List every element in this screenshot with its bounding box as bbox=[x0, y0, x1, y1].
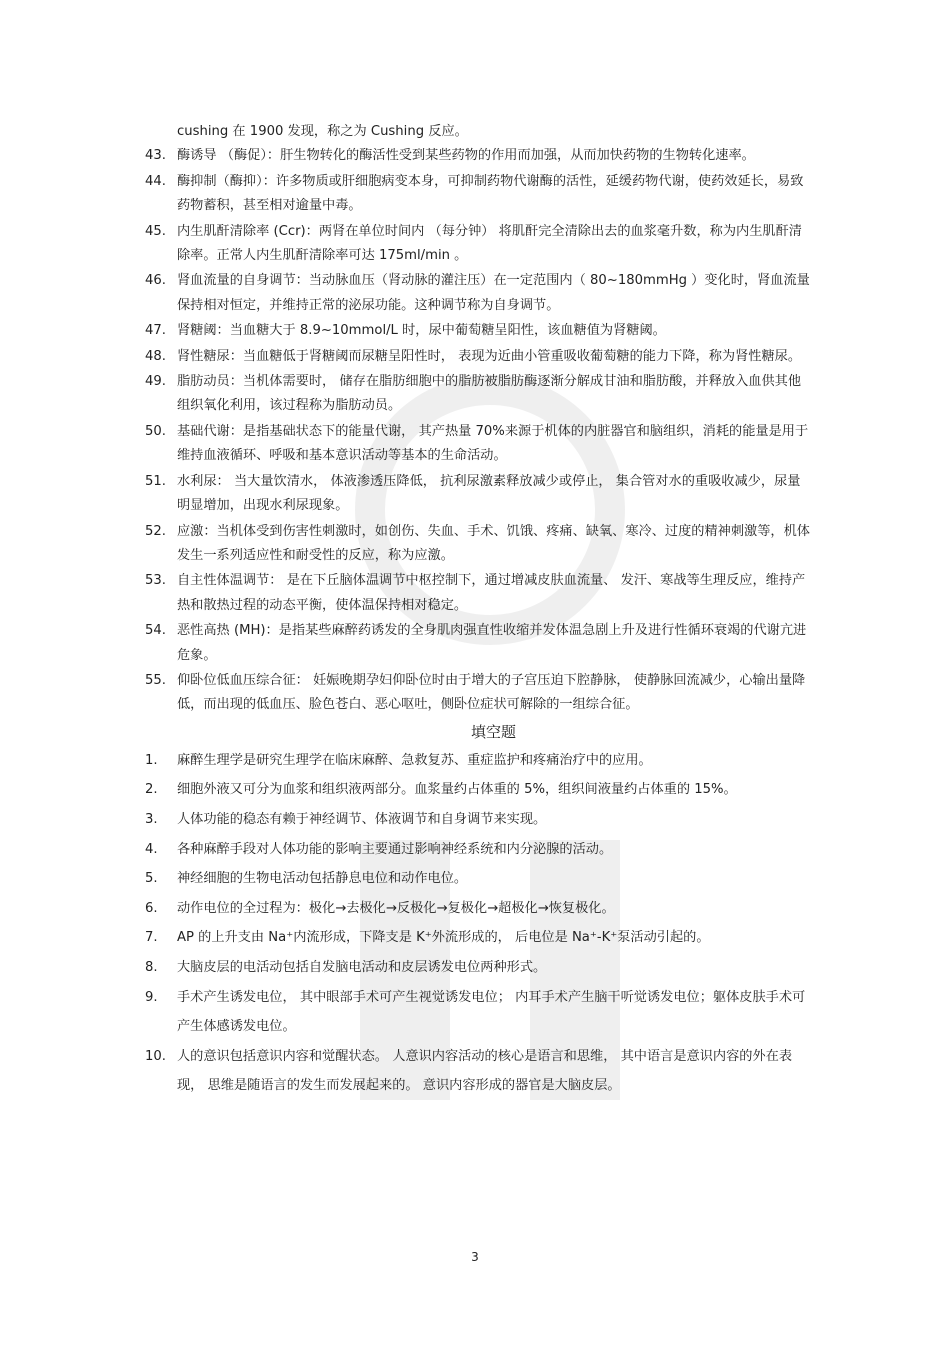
item-text: 仰卧位低血压综合征： 妊娠晚期孕妇仰卧位时由于增大的子宫压迫下腔静脉， 使静脉回流减少，心输出量降低，而出现的低血压、脸色苍白、恶心呕吐，侧卧位症状可解除的一组综合征。 bbox=[177, 672, 806, 713]
item-text: 脂肪动员：当机体需要时， 储存在脂肪细胞中的脂肪被脂肪酶逐渐分解成甘油和脂肪酸，并释放入血供其他组织氧化利用，该过程称为脂肪动员。 bbox=[177, 374, 802, 414]
item-text: 神经细胞的生物电活动包括静息电位和动作电位。 bbox=[177, 871, 468, 887]
item-number: 55. bbox=[145, 672, 166, 688]
fill-blank-item bbox=[145, 864, 810, 894]
item-text: 肾血流量的自身调节：当动脉血压（肾动脉的灌注压）在一定范围内（ 80~180mmHg ）变化时，肾血流量保持相对恒定，并维持正常的泌尿功能。这种调节称为自身调节。 bbox=[177, 273, 810, 313]
page-number: 3 bbox=[471, 1250, 479, 1264]
item-number: 10. bbox=[145, 1048, 166, 1064]
item-text: 酶诱导 （酶促）：肝生物转化的酶活性受到某些药物的作用而加强，从而加快药物的生物转化速率。 bbox=[177, 148, 755, 164]
fill-blank-item bbox=[145, 805, 810, 835]
item-number: 54. bbox=[145, 623, 166, 639]
item-text: 手术产生诱发电位， 其中眼部手术可产生视觉诱发电位； 内耳手术产生脑干听觉诱发电位；躯体皮肤手术可产生体感诱发电位。 bbox=[177, 989, 806, 1035]
fill-blank-list bbox=[145, 746, 810, 1101]
fill-blank-item bbox=[145, 923, 810, 953]
item-text: 大脑皮层的电活动包括自发脑电活动和皮层诱发电位两种形式。 bbox=[177, 959, 547, 975]
definition-item bbox=[145, 144, 810, 168]
item-text: 内生肌酐清除率 (Ccr)：两肾在单位时间内 （每分钟） 将肌酐完全清除出去的血浆毫升数，称为内生肌酐清除率。正常人内生肌酐清除率可达 175ml/min 。 bbox=[177, 223, 802, 264]
item-text: 酶抑制（酶抑）：许多物质或肝细胞病变本身，可抑制药物代谢酶的活性，延缓药物代谢，使药效延长，易致药物蓄积，甚至相对逾量中毒。 bbox=[177, 173, 804, 214]
item-number: 43. bbox=[145, 148, 166, 164]
fill-blank-item bbox=[145, 983, 810, 1042]
item-text: 麻醉生理学是研究生理学在临床麻醉、急救复苏、重症监护和疼痛治疗中的应用。 bbox=[177, 752, 652, 768]
item-number: 53. bbox=[145, 573, 166, 589]
page-content bbox=[145, 120, 810, 1101]
item-text: 人的意识包括意识内容和觉醒状态。 人意识内容活动的核心是语言和思维， 其中语言是意识内容的外在表现， 思维是随语言的发生而发展起来的。 意识内容形成的器官是大脑皮层。 bbox=[177, 1048, 793, 1094]
item-text: 基础代谢：是指基础状态下的能量代谢， 其产热量 70%来源于机体的内脏器官和脑组织，消耗的能量是用于维持血液循环、呼吸和基本意识活动等基本的生命活动。 bbox=[177, 423, 809, 464]
fill-blank-item bbox=[145, 894, 810, 924]
item-text: 肾性糖尿：当血糖低于肾糖阈而尿糖呈阳性时， 表现为近曲小管重吸收葡萄糖的能力下降，称为肾性糖尿。 bbox=[177, 348, 802, 364]
item-number: 52. bbox=[145, 523, 166, 539]
item-number: 48. bbox=[145, 348, 166, 364]
item-number: 7. bbox=[145, 930, 158, 946]
fill-blank-item bbox=[145, 746, 810, 776]
item-text: 恶性高热 (MH)：是指某些麻醉药诱发的全身肌肉强直性收缩并发体温急剧上升及进行性循环衰竭的代谢亢进危象。 bbox=[177, 623, 807, 663]
item-number: 6. bbox=[145, 900, 158, 916]
item-text: 细胞外液又可分为血浆和组织液两部分。血浆量约占体重的 5%，组织间液量约占体重的 15%。 bbox=[177, 782, 737, 798]
item-number: 44. bbox=[145, 173, 166, 189]
item-text: 各种麻醉手段对人体功能的影响主要通过影响神经系统和内分泌腺的活动。 bbox=[177, 841, 613, 857]
item-number: 47. bbox=[145, 323, 166, 339]
definition-item bbox=[145, 569, 810, 618]
continuation-text: cushing 在 1900 发现，称之为 Cushing 反应。 bbox=[177, 124, 468, 139]
item-text: 应激：当机体受到伤害性刺激时，如创伤、失血、手术、饥饿、疼痛、缺氧、寒冷、过度的精神刺激等，机体发生一系列适应性和耐受性的反应，称为应激。 bbox=[177, 523, 810, 563]
fill-blank-item bbox=[145, 953, 810, 983]
item-number: 4. bbox=[145, 841, 158, 857]
item-text: 自主性体温调节： 是在下丘脑体温调节中枢控制下，通过增减皮肤血流量、 发汗、寒战等生理反应，维持产热和散热过程的动态平衡，使体温保持相对稳定。 bbox=[177, 573, 806, 613]
fill-blank-item bbox=[145, 835, 810, 865]
item-number: 51. bbox=[145, 473, 166, 489]
item-number: 50. bbox=[145, 423, 166, 439]
definition-item bbox=[145, 420, 810, 469]
item-text: 肾糖阈：当血糖大于 8.9~10mmol/L 时，尿中葡萄糖呈阳性，该血糖值为肾糖阈。 bbox=[177, 323, 666, 339]
definition-item bbox=[145, 520, 810, 569]
item-number: 8. bbox=[145, 959, 158, 975]
fill-blank-item bbox=[145, 775, 810, 805]
item-text: 人体功能的稳态有赖于神经调节、体液调节和自身调节来实现。 bbox=[177, 811, 547, 827]
item-text: AP 的上升支由 Na⁺内流形成，下降支是 K⁺外流形成的， 后电位是 Na⁺-K⁺泵活动引起的。 bbox=[177, 930, 710, 946]
definition-item bbox=[145, 345, 810, 369]
definition-item bbox=[145, 170, 810, 219]
item-number: 1. bbox=[145, 752, 158, 768]
item-number: 46. bbox=[145, 273, 166, 289]
section-title: 填空题 bbox=[470, 722, 516, 741]
definition-list bbox=[145, 144, 810, 717]
item-number: 45. bbox=[145, 223, 166, 239]
item-number: 3. bbox=[145, 811, 158, 827]
item-number: 2. bbox=[145, 782, 158, 798]
definition-item bbox=[145, 319, 810, 343]
item-text: 动作电位的全过程为：极化→去极化→反极化→复极化→超极化→恢复极化。 bbox=[177, 900, 615, 916]
item-number: 5. bbox=[145, 871, 158, 887]
item-text: 水利尿： 当大量饮清水， 体液渗透压降低， 抗利尿激素释放减少或停止， 集合管对水的重吸收减少，尿量明显增加，出现水利尿现象。 bbox=[177, 473, 801, 514]
fill-blank-item bbox=[145, 1042, 810, 1101]
definition-item bbox=[145, 619, 810, 668]
item-number: 9. bbox=[145, 989, 158, 1005]
definition-item bbox=[145, 269, 810, 318]
item-number: 49. bbox=[145, 374, 166, 390]
definition-item bbox=[145, 669, 810, 718]
definition-item bbox=[145, 470, 810, 519]
definition-item bbox=[145, 370, 810, 419]
definition-item bbox=[145, 220, 810, 269]
